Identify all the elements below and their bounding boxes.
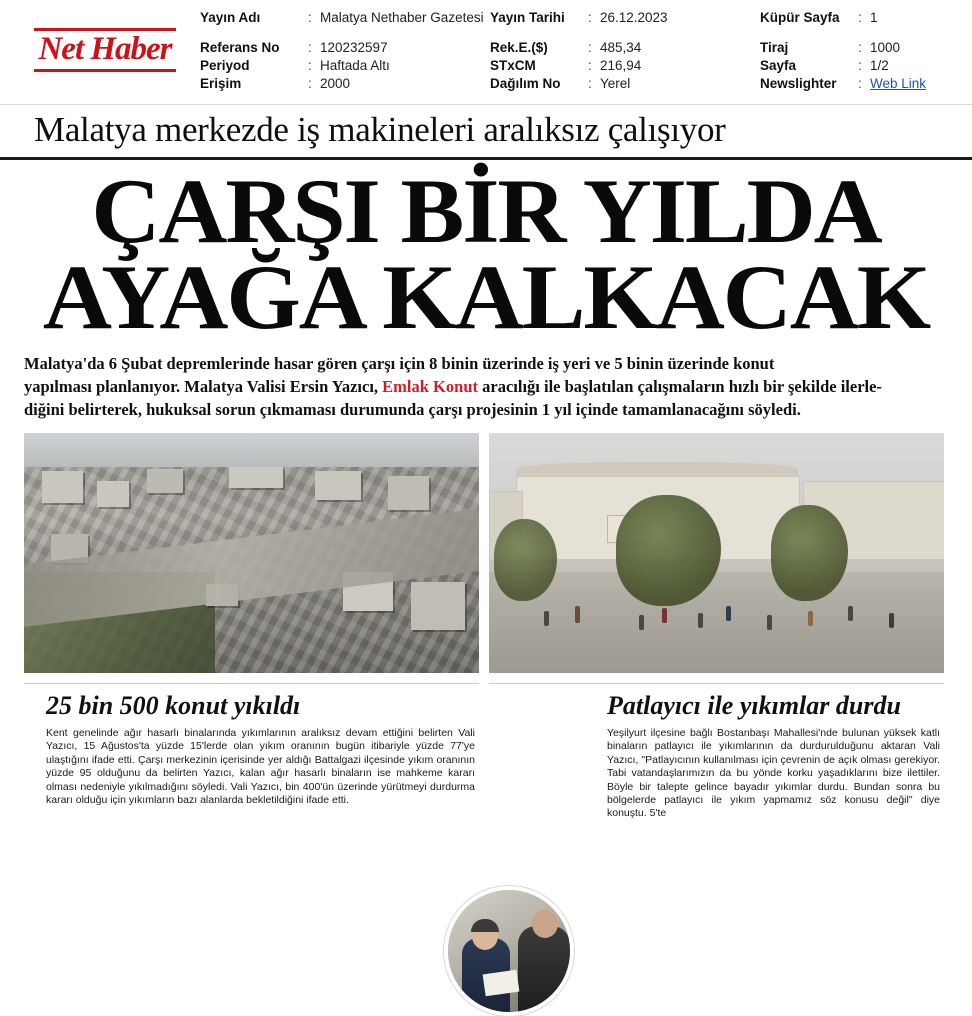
metadata-label: Referans No — [200, 40, 280, 55]
photo-building — [42, 471, 83, 502]
deck-accent-emlak-konut: Emlak Konut — [382, 377, 478, 396]
metadata-separator: : — [588, 76, 592, 91]
metadata-label: Periyod — [200, 58, 250, 73]
newspaper-clipping — [0, 157, 972, 821]
metadata-separator: : — [308, 40, 312, 55]
metadata-label: Rek.E.($) — [490, 40, 548, 55]
deck-line-1: Malatya'da 6 Şubat depremlerinde hasar gören çarşı için 8 binin üzerinde iş yeri ve 5 binin üzerinde konut — [24, 354, 775, 373]
rendering-photo-art — [489, 433, 944, 673]
metadata-label: Yayın Tarihi — [490, 10, 565, 25]
photo-building — [343, 572, 393, 610]
render-person — [698, 613, 703, 628]
metadata-label: Newslighter — [760, 76, 837, 91]
metadata-row — [760, 40, 960, 55]
photo-building — [315, 471, 361, 500]
metadata-value: 1 — [870, 10, 878, 25]
render-person — [767, 615, 772, 630]
deck-paragraph — [24, 352, 948, 421]
metadata-separator: : — [308, 76, 312, 91]
photo-row — [24, 433, 948, 673]
aerial-photo-art — [24, 433, 479, 673]
metadata-value: 26.12.2023 — [600, 10, 668, 25]
metadata-row — [200, 76, 490, 91]
deck-line-2 — [24, 375, 948, 398]
metadata-label: Sayfa — [760, 58, 797, 73]
render-person — [662, 608, 667, 623]
render-person — [808, 611, 813, 626]
metadata-label: Küpür Sayfa — [760, 10, 840, 25]
metadata-label: STxCM — [490, 58, 536, 73]
metadata-row — [760, 76, 960, 91]
metadata-row — [490, 58, 760, 73]
logo-text: Net Haber — [34, 28, 175, 72]
metadata-column-1 — [200, 10, 490, 91]
story-left-body: Kent genelinde ağır hasarlı binalarında yıkımlarının aralıksız devam ettiğini belirten Vali Yazıcı, 15 Ağustos'ta yüzde 15'lerde olan yıkım oranının bugün itibariyle yüzde 77'ye ulaştığını ifade etti. Çarşı merkezinin içerisinde yer aldığı Battalgazi ilçesinde yıkım oranının yüzde 95 olduğunu da belirten Yazıcı, kalan ağır hasarlı binaların ise mahkeme kararı olması nedeniyle yıkılmadığını söyledi. Vali Yazıcı, bin 400'ün üzerinde yürütmeyi durdurma kararı olduğu için yıkımların bazı alanlarda bekletildiğini ifade etti. — [46, 727, 475, 807]
bottom-stories — [24, 683, 948, 821]
newsletter-web-link[interactable]: Web Link — [870, 76, 927, 91]
metadata-value: 2000 — [320, 76, 351, 91]
metadata-row — [760, 10, 960, 25]
render-plaza-ground — [489, 572, 944, 673]
inset-paper-prop — [483, 970, 520, 997]
deck-line-2-part-a: yapılması planlanıyor. Malatya Valisi Ersin Yazıcı, — [24, 377, 383, 396]
render-person — [848, 606, 853, 621]
metadata-row — [490, 40, 760, 55]
metadata-row — [200, 40, 490, 55]
story-right-body: Yeşilyurt ilçesine bağlı Bostanbaşı Mahallesi'nde bulunan yüksek katlı binaların patlayıcı ile yıkımlarının da durdurulduğunu aktaran Vali Yazıcı, "Patlayıcının kullanılması için çevrenin de açık olması gerekiyor. Tabi vatandaşlarımızın da bu yönde korku yaşadıklarını bize ilettiler. Böyle bir talepte gelince bayadır yıkımlar durdu. Bundan sonra bu bölgelerde patlayıcı ile yıkım yapmamız söz konusu değil" diye konuştu. 5'te — [607, 727, 940, 820]
deck-line-3: diğini belirterek, hukuksal sorun çıkmaması durumunda çarşı projesinin 1 yıl içinde tamamlanacağını söyledi. — [24, 400, 801, 419]
metadata-separator: : — [858, 40, 862, 55]
photo-building — [229, 467, 284, 489]
metadata-separator: : — [588, 40, 592, 55]
metadata-value: Malatya Nethaber Gazetesi — [320, 10, 484, 25]
metadata-value: Haftada Altı — [320, 58, 390, 73]
metadata-separator: : — [308, 58, 312, 73]
metadata-row — [490, 76, 760, 91]
metadata-separator: : — [588, 58, 592, 73]
inset-second-person-head — [532, 910, 558, 938]
render-person — [726, 606, 731, 621]
metadata-separator: : — [308, 10, 312, 25]
render-person — [575, 606, 580, 623]
metadata-label: Yayın Adı — [200, 10, 261, 25]
story-right-title: Patlayıcı ile yıkımlar durdu — [489, 683, 944, 722]
metadata-value: 1000 — [870, 40, 901, 55]
metadata-columns — [200, 6, 962, 91]
photo-building — [206, 584, 238, 606]
kicker-container — [0, 104, 972, 157]
metadata-separator: : — [858, 10, 862, 25]
metadata-column-3 — [760, 10, 960, 91]
story-left-title: 25 bin 500 konut yıkıldı — [24, 683, 479, 722]
new-bazaar-rendering-photo — [489, 433, 944, 673]
metadata-value: Yerel — [600, 76, 631, 91]
headline-line-2: AYAĞA KALKACAK — [42, 246, 930, 348]
governor-interview-photo — [444, 886, 574, 1016]
publication-logo — [10, 6, 200, 72]
metadata-label: Erişim — [200, 76, 242, 91]
metadata-row — [490, 10, 760, 25]
inset-second-person — [518, 926, 570, 1012]
metadata-value: 485,34 — [600, 40, 642, 55]
photo-building — [51, 534, 87, 563]
metadata-row — [200, 10, 490, 25]
metadata-separator: : — [588, 10, 592, 25]
render-person — [889, 613, 894, 628]
photo-building — [388, 476, 429, 510]
aerial-demolition-photo — [24, 433, 479, 673]
photo-building — [411, 582, 466, 630]
photo-buildings — [24, 433, 479, 673]
render-person — [544, 611, 549, 626]
metadata-row — [200, 58, 490, 73]
render-person — [639, 615, 644, 630]
metadata-separator: : — [858, 58, 862, 73]
metadata-value: 1/2 — [870, 58, 889, 73]
kicker-text: Malatya merkezde iş makineleri aralıksız çalışıyor — [34, 110, 726, 149]
clipping-header — [0, 0, 972, 104]
headline-line-1: ÇARŞI BİR YILDA — [91, 160, 881, 262]
metadata-label: Dağılım No — [490, 76, 561, 91]
story-right — [489, 683, 944, 821]
metadata-value: 120232597 — [320, 40, 388, 55]
deck-line-2-part-b: aracılığı ile başlatılan çalışmaların hızlı bir şekilde ilerle- — [478, 377, 882, 396]
photo-building — [147, 469, 183, 493]
metadata-row — [760, 58, 960, 73]
metadata-separator: : — [858, 76, 862, 91]
metadata-column-2 — [490, 10, 760, 91]
metadata-value: 216,94 — [600, 58, 642, 73]
story-left — [24, 683, 479, 821]
headline-block — [0, 160, 972, 348]
photo-building — [97, 481, 129, 507]
metadata-label: Tiraj — [760, 40, 789, 55]
